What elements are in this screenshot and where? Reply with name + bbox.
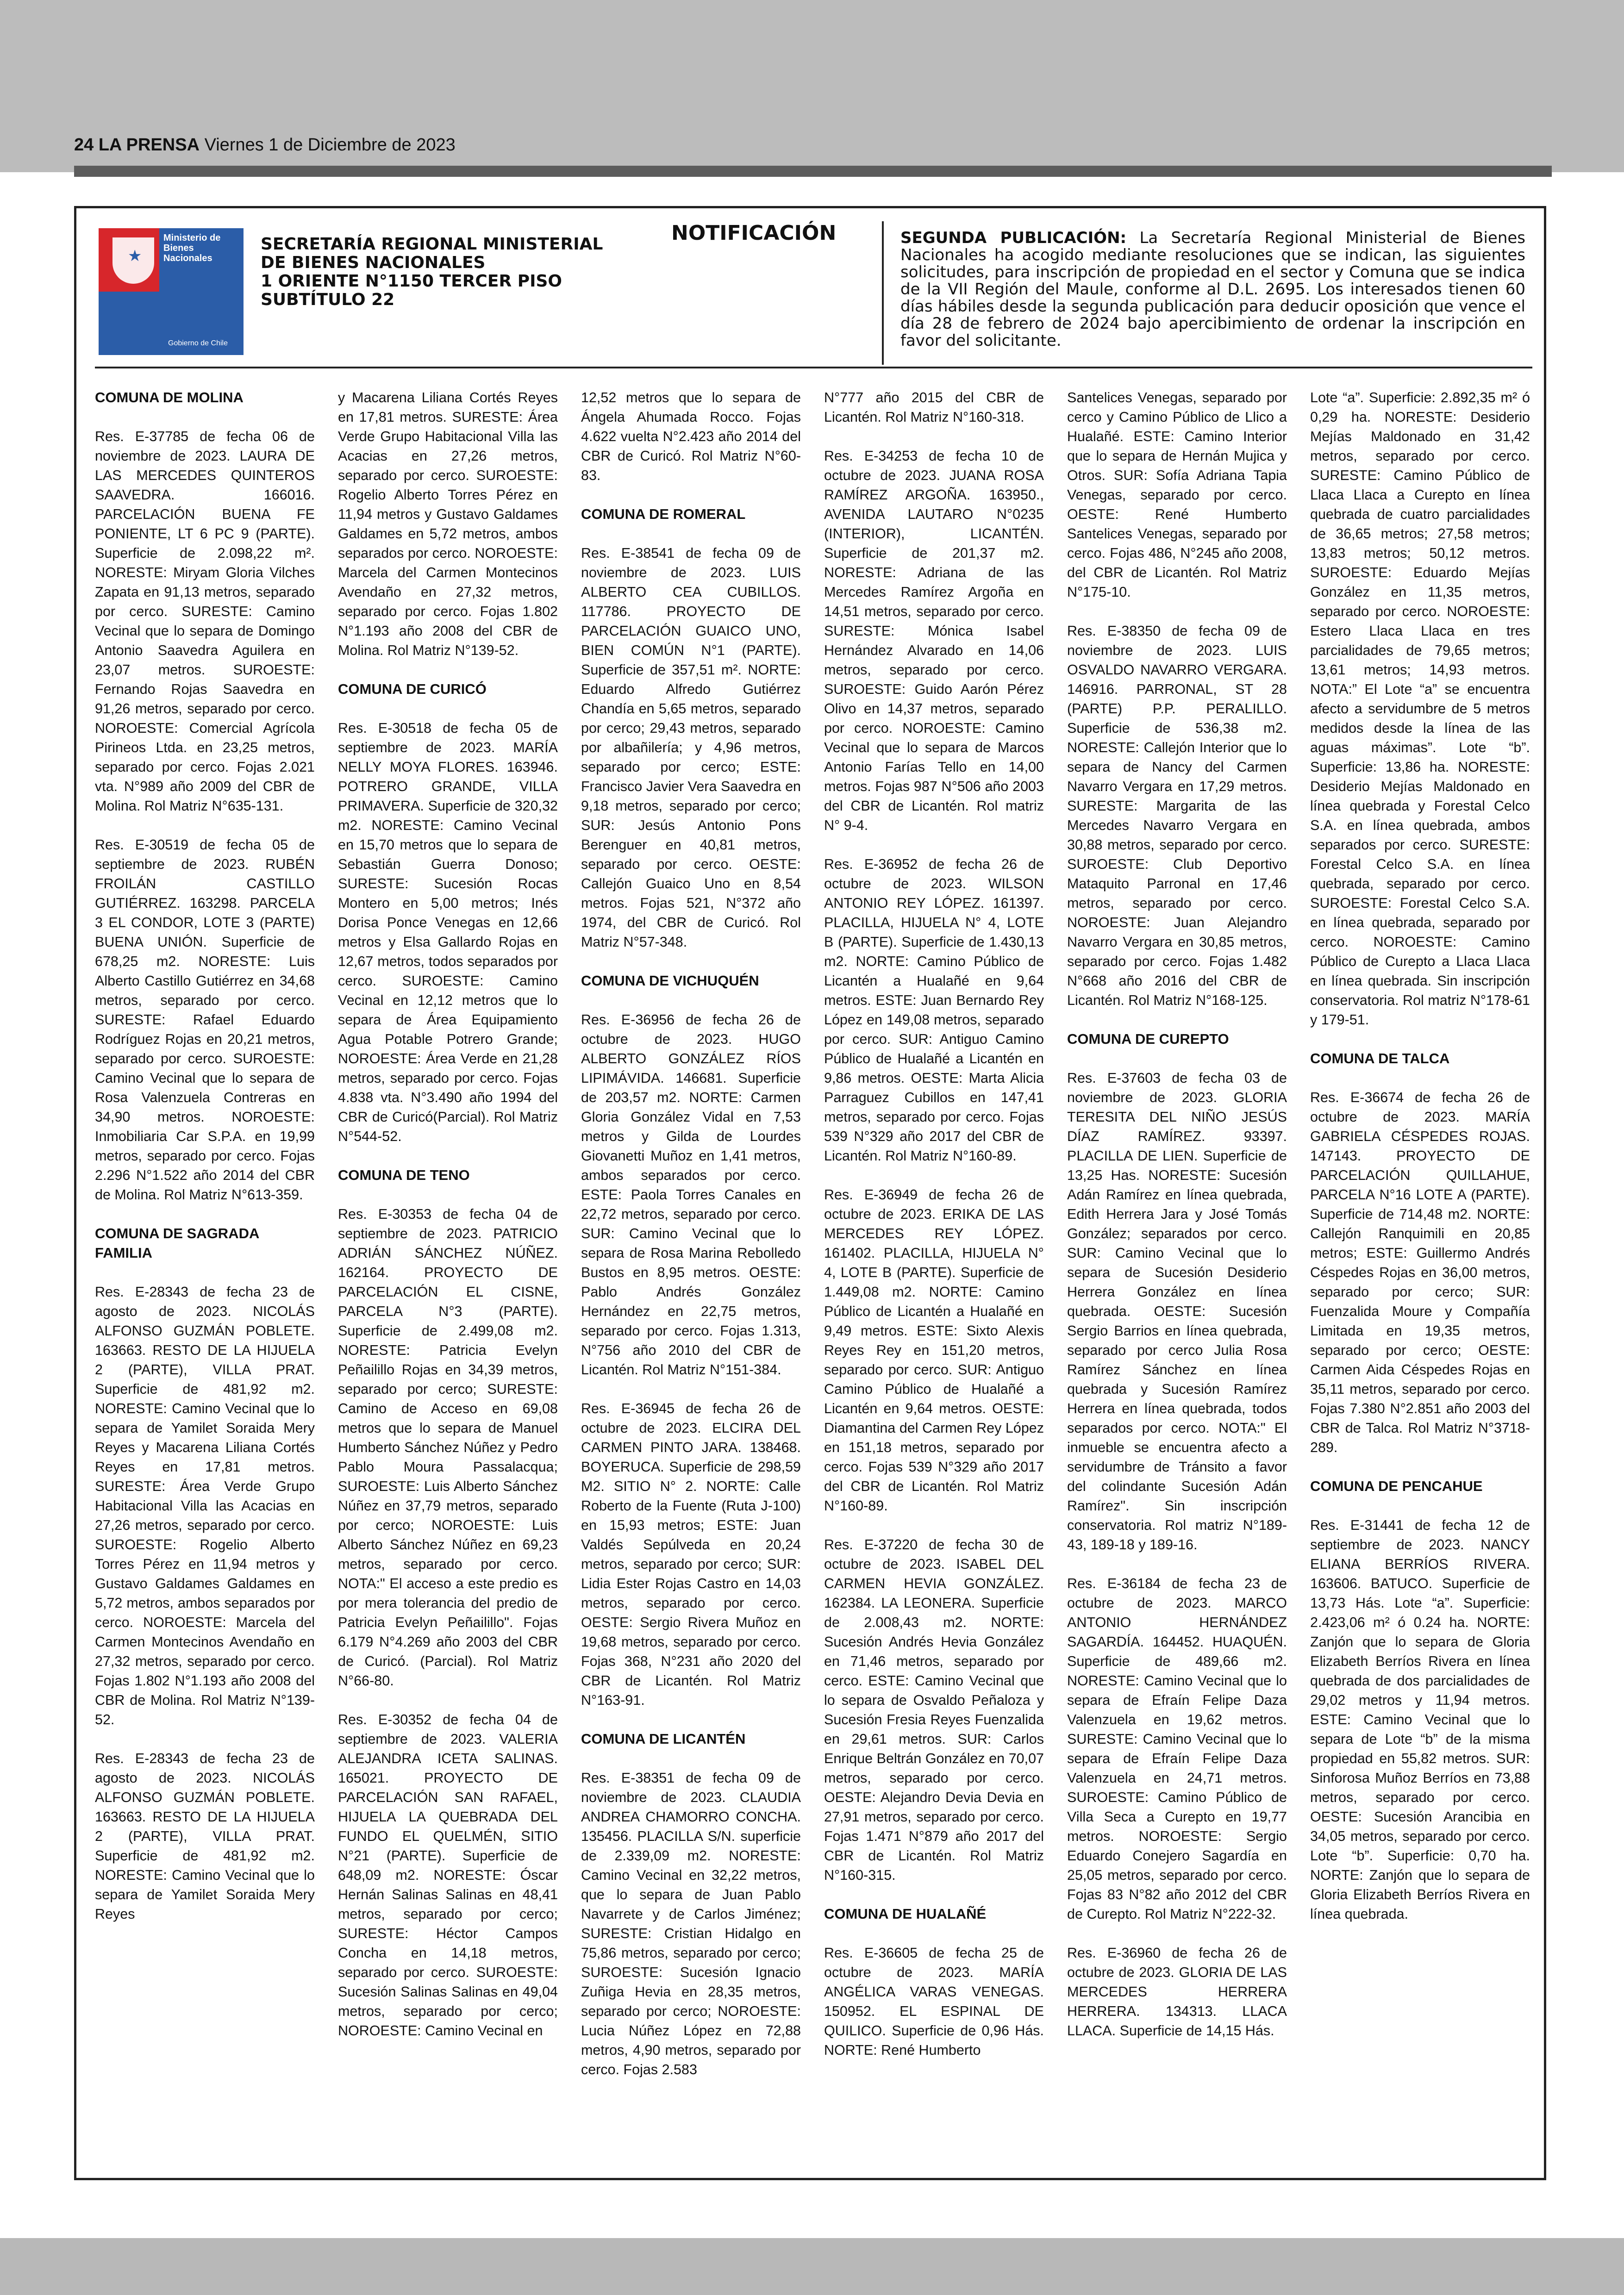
logo-footer: Gobierno de Chile [168,339,228,347]
logo-text: Ministerio de Bienes Nacionales [163,233,221,263]
resolution-entry: Res. E-34253 de fecha 10 de octubre de 2023. JUANA ROSA RAMÍREZ ARGOÑA. 163950., AVENIDA LAUTARO N°0235 (INTERIOR), LICANTÉN. Superficie de 201,37 m2. NORESTE: Adriana de las Mercedes Ramírez Argoña en 14,51 metros, separado por cerco. SURESTE: Mónica Isabel Hernández Alvarado en 14,06 metros, separado por cerco. SUROESTE: Guido Aarón Pérez Olivo en 14,37 metros, separado por cerco. NOROESTE: Camino Vecinal que lo separa de Marcos Antonio Farías Tello en 14,00 metros. Fojas 987 N°506 año 2003 del CBR de Licantén. Rol matriz N° 9-4. [824,448,1044,833]
resolution-entry: Lote “a”. Superficie: 2.892,35 m² ó 0,29 ha. NORESTE: Desiderio Mejías Maldonado en 31,42 metros, separado por cerco. SURESTE: Camino Público de Llaca Llaca a Curepto en línea quebrada de cuatro parcialidades de 36,65 metros; 27,58 metros; 13,83 metros; 50,12 metros. SUROESTE: Eduardo Mejías González en 11,35 metros, separado por cerco. NOROESTE: Estero Llaca Llaca en tres parcialidades de 79,65 metros; 13,61 metros; 14,93 metros. NOTA:” El Lote “a” se encuentra afecto a servidumbre de 5 metros medidos desde la línea de las aguas máximas”. Lote “b”. Superficie: 13,86 ha. NORESTE: Desiderio Mejías Maldonado en línea quebrada y Forestal Celco S.A. en línea quebrada, ambos separados por cerco. SURESTE: Forestal Celco S.A. en línea quebrada, separado por cerco. SUROESTE: Forestal Celco S.A. en línea quebrada, separado por cerco. NOROESTE: Camino Público de Curepto a Llaca Llaca en línea quebrada. Sin inscripción conservatoria. Rol matriz N°178-61 y 179-51. [1310,390,1530,1028]
page-header [74,135,456,155]
comuna-heading: COMUNA DE HUALAÑÉ [824,1906,987,1922]
resolution-entry: Res. E-37603 de fecha 03 de noviembre de 2023. GLORIA TERESITA DEL NIÑO JESÚS DÍAZ RAMÍREZ. 93397. PLACILLA DE LIEN. Superficie de 13,25 Has. NORESTE: Sucesión Adán Ramírez en línea quebrada, Edith Herrera Jara y José Tomás González; separados por cerco. SUR: Camino Vecinal que lo separa de Sucesión Desiderio Herrera González en línea quebrada. OESTE: Sucesión Sergio Barrios en línea quebrada, separado por cerco Julia Rosa Ramírez Sánchez en línea quebrada y Sucesión Ramírez Herrera en línea quebrada, todos separados por cerco. NOTA:" El inmueble se encuentra afecto a servidumbre de Tránsito a favor del colindante Sucesión Adán Ramírez". Sin inscripción conservatoria. Rol matriz N°189-43, 189-18 y 189-16. [1067,1070,1287,1553]
publication-name: LA PRENSA [98,135,200,155]
resolution-entry: Res. E-37785 de fecha 06 de noviembre de 2023. LAURA DE LAS MERCEDES QUINTEROS SAAVEDRA. 166016. PARCELACIÓN BUENA FE PONIENTE, LT 6 PC 9 (PARTE). Superficie de 2.098,22 m². NORESTE: Miryam Gloria Vilches Zapata en 91,13 metros, separado por cerco. SURESTE: Camino Vecinal que lo separa de Domingo Antonio Saavedra Aguilera en 23,07 metros. SUROESTE: Fernando Rojas Saavedra en 91,26 metros, separado por cerco. NOROESTE: Comercial Agrícola Pirineos Ltda. en 23,25 metros, separado por cerco. Fojas 2.021 vta. N°989 año 2009 del CBR de Molina. Rol Matriz N°635-131. [95,429,315,814]
resolution-entry: Res. E-36956 de fecha 26 de octubre de 2023. HUGO ALBERTO GONZÁLEZ RÍOS LIPIMÁVIDA. 146681. Superficie de 203,57 m2. NORTE: Carmen Gloria González Vidal en 7,53 metros y Gilda de Lourdes Giovanetti Muñoz en 1,41 metros, ambos separados por cerco. ESTE: Paola Torres Canales en 22,72 metros, separado por cerco. SUR: Camino Vecinal que lo separa de Rosa Marina Rebolledo Bustos en 8,95 metros. OESTE: Pablo Andrés González Hernández en 22,75 metros, separado por cerco. Fojas 1.313, N°756 año 2010 del CBR de Licantén. Rol Matriz N°151-384. [581,1012,801,1378]
comuna-heading: COMUNA DE ROMERAL [581,506,746,522]
resolution-entry: N°777 año 2015 del CBR de Licantén. Rol Matriz N°160-318. [824,390,1044,425]
resolution-entry: Santelices Venegas, separado por cerco y Camino Público de Llico a Hualañé. ESTE: Camino Interior que lo separa de Hernán Mujica y Otros. SUR: Sofía Adriana Tapia Venegas, separado por cerco. OESTE: René Humberto Santelices Venegas, separado por cerco. Fojas 486, N°245 año 2008, del CBR de Licantén. Rol Matriz N°175-10. [1067,390,1287,600]
sender-line: SECRETARÍA REGIONAL MINISTERIAL [261,235,603,254]
resolution-entry: Res. E-30518 de fecha 05 de septiembre de 2023. MARÍA NELLY MOYA FLORES. 163946. POTRERO GRANDE, VILLA PRIMAVERA. Superficie de 320,32 m2. NORESTE: Camino Vecinal en 15,70 metros que lo separa de Sebastián Guerra Donoso; SURESTE: Sucesión Rocas Montero en 5,00 metros; Inés Dorisa Ponce Venegas en 12,66 metros y Elsa Gallardo Rojas en 12,67 metros, todos separados por cerco. SUROESTE: Camino Vecinal en 12,12 metros que lo separa de Área Equipamiento Agua Potable Potrero Grande; NOROESTE: Área Verde en 21,28 metros, separado por cerco. Fojas 4.838 vta. N°3.490 año 1994 del CBR de Curicó(Parcial). Rol Matriz N°544-52. [338,720,558,1144]
comuna-heading: COMUNA DE TALCA [1310,1050,1450,1066]
intro-text: La Secretaría Regional Ministerial de Bienes Nacionales ha acogido mediante resoluciones que se indican, las siguientes solicitudes, para inscripción de propiedad en el sector y Comuna que se indica de la VII Región del Maule, conforme al D.L. 2695. Los interesados tienen 60 días hábiles desde la segunda publicación para deducir oposición que vence el día 28 de febrero de 2024 bajo apercibimiento de ordenar la inscripción en favor del solicitante. [900,229,1525,350]
sender-line: SUBTÍTULO 22 [261,290,395,309]
resolution-entry: Res. E-38541 de fecha 09 de noviembre de 2023. LUIS ALBERTO CEA CUBILLOS. 117786. PROYECTO DE PARCELACIÓN GUAICO UNO, BIEN COMÚN N°1 (PARTE). Superficie de 357,51 m². NORTE: Eduardo Alfredo Gutiérrez Chandía en 5,65 metros, separado por cerco; 29,43 metros, separado por albañilería; y 4,96 metros, separado por cerco; ESTE: Francisco Javier Vera Saavedra en 9,18 metros, separado por cerco; SUR: Jesús Antonio Pons Berenguer en 40,81 metros, separado por cerco. OESTE: Callejón Guaico Uno en 8,54 metros. Fojas 521, N°372 año 1974, del CBR de Curicó. Rol Matriz N°57-348. [581,545,801,950]
comuna-heading: COMUNA DE MOLINA [95,389,244,405]
star-icon: ★ [128,247,142,265]
resolution-entry: Res. E-38350 de fecha 09 de noviembre de 2023. LUIS OSVALDO NAVARRO VERGARA. 146916. PARRONAL, ST 28 (PARTE) P.P. PERALILLO. Superficie de 536,38 m2. NORESTE: Callejón Interior que lo separa de Nancy del Carmen Navarro Vergara en 17,29 metros. SURESTE: Margarita de las Mercedes Navarro Vergara en 30,88 metros, separado por cerco. SUROESTE: Club Deportivo Mataquito Parronal en 17,46 metros, separado por cerco. NOROESTE: Juan Alejandro Navarro Vergara en 30,85 metros, separado por cerco. Fojas 1.482 N°668 año 2016 del CBR de Licantén. Rol Matriz N°168-125. [1067,623,1287,1008]
resolution-entry: Res. E-36945 de fecha 26 de octubre de 2023. ELCIRA DEL CARMEN PINTO JARA. 138468. BOYERUCA. Superficie de 298,59 M2. SITIO N° 2. NORTE: Calle Roberto de la Fuente (Ruta J-100) en 15,93 metros; ESTE: Juan Valdés Sepúlveda en 20,24 metros, separado por cerco; SUR: Lidia Ester Rojas Castro en 14,03 metros, separado por cerco. OESTE: Sergio Rivera Muñoz en 19,68 metros, separado por cerco. Fojas 368, N°231 año 2020 del CBR de Licantén. Rol Matriz N°163-91. [581,1401,801,1708]
resolution-entry: Res. E-36184 de fecha 23 de octubre de 2023. MARCO ANTONIO HERNÁNDEZ SAGARDÍA. 164452. HUAQUÉN. Superficie de 489,66 m2. NORESTE: Camino Vecinal que lo separa de Efraín Felipe Daza Valenzuela en 19,62 metros. SURESTE: Camino Vecinal que lo separa de Efraín Felipe Daza Valenzuela en 24,71 metros. SUROESTE: Camino Público de Villa Seca a Curepto en 19,77 metros. NOROESTE: Sergio Eduardo Conejero Sagardía en 25,05 metros, separado por cerco. Fojas 83 N°82 año 2012 del CBR de Curepto. Rol Matriz N°222-32. [1067,1576,1287,1922]
resolution-entry: Res. E-36949 de fecha 26 de octubre de 2023. ERIKA DE LAS MERCEDES REY LÓPEZ. 161402. PLACILLA, HIJUELA N° 4, LOTE B (PARTE). Superficie de 1.449,08 m2. NORTE: Camino Público de Licantén a Hualañé en 9,49 metros. ESTE: Sixto Alexis Reyes Rey en 151,20 metros, separado por cerco. SUR: Antiguo Camino Público de Hualañé a Licantén en 9,64 metros. OESTE: Diamantina del Carmen Rey López en 151,18 metros, separado por cerco. Fojas 539 N°329 año 2017 del CBR de Licantén. Rol Matriz N°160-89. [824,1187,1044,1514]
text-column-1 [95,388,315,1943]
comuna-heading: COMUNA DE CURICÓ [338,681,487,697]
page-number: 24 [74,135,94,155]
sender-line: 1 ORIENTE N°1150 TERCER PISO [261,272,562,291]
resolution-entry: Res. E-31441 de fecha 12 de septiembre de 2023. NANCY ELIANA BERRÍOS RIVERA. 163606. BATUCO. Superficie de 13,73 Hás. Lote “a”. Superficie: 2.423,06 m² ó 0.24 ha. NORTE: Zanjón que lo separa de Gloria Elizabeth Berríos Rivera en línea quebrada de dos parcialidades de 29,02 metros y 11,94 metros. ESTE: Camino Vecinal que lo separa de Lote “b” de la misma propiedad en 55,82 metros. SUR: Sinforosa Muñoz Berríos en 73,88 metros, separado por cerco. OESTE: Sucesión Arancibia en 34,05 metros, separado por cerco. Lote “b”. Superficie: 0,70 ha. NORTE: Zanjón que lo separa de Gloria Elizabeth Berríos Rivera en línea quebrada. [1310,1517,1530,1922]
header-rule [74,166,1552,177]
intro-label: SEGUNDA PUBLICACIÓN: [900,229,1127,247]
publication-date: Viernes 1 de Diciembre de 2023 [204,135,456,155]
resolution-entry: Res. E-36960 de fecha 26 de octubre de 2023. GLORIA DE LAS MERCEDES HERRERA HERRERA. 134313. LLACA LLACA. Superficie de 14,15 Hás. [1067,1945,1287,2039]
resolution-entry: Res. E-37220 de fecha 30 de octubre de 2023. ISABEL DEL CARMEN HEVIA GONZÁLEZ. 162384. LA LEONERA. Superficie de 2.008,43 m2. NORTE: Sucesión Andrés Hevia González en 71,46 metros, separado por cerco. ESTE: Camino Vecinal que lo separa de Osvaldo Peñaloza y Sucesión Fresia Reyes Fuenzalida en 29,61 metros. SUR: Carlos Enrique Beltrán González en 70,07 metros, separado por cerco. OESTE: Alejandro Devia Devia en 27,91 metros, separado por cerco. Fojas 1.471 N°879 año 2017 del CBR de Licantén. Rol Matriz N°160-315. [824,1537,1044,1883]
text-column-4 [824,388,1044,2079]
resolution-entry: Res. E-36952 de fecha 26 de octubre de 2023. WILSON ANTONIO REY LÓPEZ. 161397. PLACILLA, HIJUELA N° 4, LOTE B (PARTE). Superficie de 1.430,13 m2. NORTE: Camino Público de Licantén a Hualañé en 9,64 metros. ESTE: Juan Bernardo Rey López en 149,08 metros, separado por cerco. SUR: Antiguo Camino Público de Hualañé a Licantén en 9,86 metros. OESTE: Marta Alicia Parraguez Cubillos en 147,41 metros, separado por cerco. Fojas 539 N°329 año 2017 del CBR de Licantén. Rol Matriz N°160-89. [824,856,1044,1164]
comuna-heading: COMUNA DE LICANTÉN [581,1731,746,1747]
text-column-6 [1310,388,1530,1943]
text-column-3 [581,388,801,2099]
ministry-logo [99,228,244,355]
sender-block [261,235,603,309]
sender-line: DE BIENES NACIONALES [261,253,486,272]
comuna-heading: COMUNA DE VICHUQUÉN [581,973,759,989]
bottom-margin [0,2238,1624,2295]
resolution-entry: Res. E-30519 de fecha 05 de septiembre de 2023. RUBÉN FROILÁN CASTILLO GUTIÉRREZ. 163298. PARCELA 3 EL CONDOR, LOTE 3 (PARTE) BUENA UNIÓN. Superficie de 678,25 m2. NORESTE: Luis Alberto Castillo Gutiérrez en 34,68 metros, separado por cerco. SURESTE: Rafael Eduardo Rodríguez Rojas en 20,21 metros, separado por cerco. SUROESTE: Camino Vecinal que lo separa de Rosa Valenzuela Contreras en 34,90 metros. NOROESTE: Inmobiliaria Car S.P.A. en 19,99 metros, separado por cerco. Fojas 2.296 N°1.522 año 2014 del CBR de Molina. Rol Matriz N°613-359. [95,837,315,1203]
resolution-entry: y Macarena Liliana Cortés Reyes en 17,81 metros. SURESTE: Área Verde Grupo Habitacional Villa las Acacias en 27,26 metros, separado por cerco. SUROESTE: Rogelio Alberto Torres Pérez en 11,94 metros y Gustavo Galdames Galdames en 5,72 metros, ambos separados por cerco. NOROESTE: Marcela del Carmen Montecinos Avendaño en 27,32 metros, separado por cerco. Fojas 1.802 N°1.193 año 2008 del CBR de Molina. Rol Matriz N°139-52. [338,390,558,658]
intro-paragraph [900,230,1525,349]
resolution-entry: Res. E-36674 de fecha 26 de octubre de 2023. MARÍA GABRIELA CÉSPEDES ROJAS. 147143. PROYECTO DE PARCELACIÓN QUILLAHUE, PARCELA N°16 LOTE A (PARTE). Superficie de 714,48 m2. NORTE: Callejón Ranquimili en 20,85 metros; ESTE: Guillermo Andrés Céspedes Rojas en 36,00 metros, separado por cerco; SUR: Fuenzalida Moure y Compañía Limitada en 19,35 metros, separado por cerco; OESTE: Carmen Aida Céspedes Rojas en 35,11 metros, separado por cerco. Fojas 7.380 N°2.851 año 2003 del CBR de Talca. Rol Matriz N°3718-289. [1310,1090,1530,1455]
resolution-entry: Res. E-28343 de fecha 23 de agosto de 2023. NICOLÁS ALFONSO GUZMÁN POBLETE. 163663. RESTO DE LA HIJUELA 2 (PARTE), VILLA PRAT. Superficie de 481,92 m2. NORESTE: Camino Vecinal que lo separa de Yamilet Soraida Mery Reyes [95,1751,315,1922]
vertical-divider [882,221,884,365]
resolution-entry: Res. E-36605 de fecha 25 de octubre de 2023. MARÍA ANGÉLICA VARAS VENEGAS. 150952. EL ESPINAL DE QUILICO. Superficie de 0,96 Hás. NORTE: René Humberto [824,1945,1044,2058]
comuna-heading: COMUNA DE PENCAHUE [1310,1478,1483,1494]
notice-title: NOTIFICACIÓN [671,221,837,245]
comuna-heading: COMUNA DE CUREPTO [1067,1031,1229,1047]
resolution-entry: Res. E-38351 de fecha 09 de noviembre de 2023. CLAUDIA ANDREA CHAMORRO CONCHA. 135456. PLACILLA S/N. superficie de 2.339,09 m2. NORESTE: Camino Vecinal en 32,22 metros, que lo separa de Juan Pablo Navarrete y de Carlos Jiménez; SURESTE: Cristian Hidalgo en 75,86 metros, separado por cerco; SUROESTE: Sucesión Ignacio Zuñiga Hevia en 28,35 metros, separado por cerco; NOROESTE: Lucia Núñez López en 72,88 metros, 4,90 metros, separado por cerco. Fojas 2.583 [581,1770,801,2077]
resolution-entry: Res. E-28343 de fecha 23 de agosto de 2023. NICOLÁS ALFONSO GUZMÁN POBLETE. 163663. RESTO DE LA HIJUELA 2 (PARTE), VILLA PRAT. Superficie de 481,92 m2. NORESTE: Camino Vecinal que lo separa de Yamilet Soraida Mery Reyes y Macarena Liliana Cortés Reyes en 17,81 metros. SURESTE: Área Verde Grupo Habitacional Villa las Acacias en 27,26 metros, separado por cerco. SUROESTE: Rogelio Alberto Torres Pérez en 11,94 metros y Gustavo Galdames Galdames en 5,72 metros, ambos separados por cerco. NOROESTE: Marcela del Carmen Montecinos Avendaño en 27,32 metros, separado por cerco. Fojas 1.802 N°1.193 año 2008 del CBR de Molina. Rol Matriz N°139-52. [95,1284,315,1727]
resolution-entry: Res. E-30353 de fecha 04 de septiembre de 2023. PATRICIO ADRIÁN SÁNCHEZ NÚÑEZ. 162164. PROYECTO DE PARCELACIÓN EL CISNE, PARCELA N°3 (PARTE). Superficie de 2.499,08 m2. NORESTE: Patricia Evelyn Peñailillo Rojas en 34,39 metros, separado por cerco; SURESTE: Camino de Acceso en 69,08 metros que lo separa de Manuel Humberto Sánchez Núñez y Pedro Pablo Moura Passalacqua; SUROESTE: Luis Alberto Sánchez Núñez en 37,79 metros, separado por cerco; NOROESTE: Luis Alberto Sánchez Núñez en 69,23 metros, separado por cerco. NOTA:" El acceso a este predio es por mera tolerancia del predio de Patricia Evelyn Peñailillo". Fojas 6.179 N°4.269 año 2003 del CBR de Curicó. (Parcial). Rol Matriz N°66-80. [338,1206,558,1689]
horizontal-divider [95,367,1532,368]
comuna-heading: COMUNA DE SAGRADA FAMILIA [95,1225,259,1261]
resolution-entry: 12,52 metros que lo separa de Ángela Ahumada Rocco. Fojas 4.622 vuelta N°2.423 año 2014 del CBR de Curicó. Rol Matriz N°60-83. [581,390,801,483]
text-column-5 [1067,388,1287,2060]
text-column-2 [338,388,558,2060]
resolution-entry: Res. E-30352 de fecha 04 de septiembre de 2023. VALERIA ALEJANDRA ICETA SALINAS. 165021. PROYECTO DE PARCELACIÓN SAN RAFAEL, HIJUELA LA QUEBRADA DEL FUNDO EL QUELMÉN, SITIO N°21 (PARTE). Superficie de 648,09 m2. NORESTE: Óscar Hernán Salinas Salinas en 48,41 metros, separado por cerco; SURESTE: Héctor Campos Concha en 14,18 metros, separado por cerco. SUROESTE: Sucesión Salinas Salinas en 49,04 metros, separado por cerco; NOROESTE: Camino Vecinal en [338,1712,558,2039]
comuna-heading: COMUNA DE TENO [338,1167,470,1183]
